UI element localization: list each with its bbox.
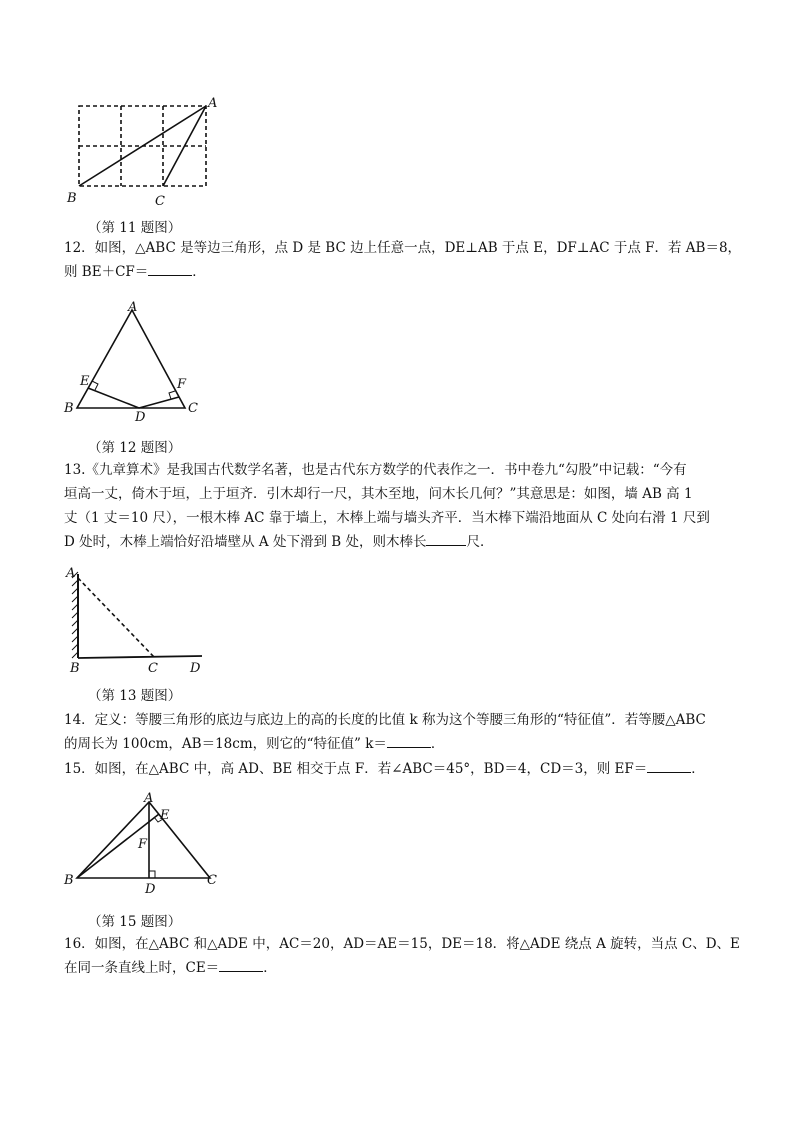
caption-fig-15: （第 15 题图） [88, 914, 182, 930]
q14-line-2-end: ． [430, 736, 445, 752]
label-e: E [160, 808, 170, 823]
right-angle-marks [92, 381, 175, 399]
label-d: D [135, 410, 146, 422]
q13-line-4-end: 尺． [466, 534, 494, 550]
figure-15 [60, 790, 225, 902]
label-b: B [64, 401, 74, 416]
label-b: B [67, 191, 77, 206]
q12-line-2 [64, 260, 734, 284]
q16-line-1: 16．如图，在△ABC 和△ADE 中，AC＝20，AD＝AE＝15，DE＝18．将△ADE 绕点 A 旋转，当点 C、D、E [64, 936, 740, 952]
q15-line-1-text: 15．如图，在△ABC 中，高 AD、BE 相交于点 F．若∠ABC＝45°，BD＝4，CD＝3，则 EF＝ [64, 761, 648, 777]
q13-line-3: 丈（1 丈＝10 尺），一根木棒 AC 靠于墙上，木棒上端与墙头齐平．当木棒下端沿地面从 C 处向右滑 1 尺到 [64, 510, 710, 526]
label-c: C [188, 401, 198, 416]
label-b: B [70, 661, 80, 676]
label-c: C [155, 194, 165, 209]
q15-line-1 [64, 757, 734, 781]
q12-line-2-end: ． [192, 264, 206, 280]
answer-blank-12[interactable] [148, 275, 192, 276]
q16-line-2-end: ． [263, 960, 277, 976]
right-angle-marks [149, 817, 163, 878]
figure-13 [60, 564, 220, 676]
q12-line-2-text: 则 BE＋CF＝ [64, 264, 149, 280]
answer-blank-13[interactable] [426, 545, 466, 546]
answer-blank-15[interactable] [647, 772, 691, 773]
q14-line-2 [64, 732, 734, 756]
stick-ac-dashed [78, 578, 154, 657]
caption-fig-11: （第 11 题图） [88, 220, 182, 236]
q13-line-4-text: D 处时，木棒上端恰好沿墙壁从 A 处下滑到 B 处，则木棒长 [64, 534, 427, 550]
label-a: A [144, 791, 154, 806]
answer-blank-14[interactable] [387, 747, 431, 748]
q14-line-2-text: 的周长为 100cm，AB＝18cm，则它的“特征值” k＝ [64, 736, 387, 752]
question-16 [64, 932, 740, 980]
label-d: D [190, 661, 201, 676]
ground-line [78, 656, 202, 658]
q15-line-1-end: ． [691, 761, 705, 777]
label-a: A [208, 96, 218, 111]
label-a: A [128, 300, 138, 315]
question-15 [64, 757, 734, 781]
question-14 [64, 708, 734, 756]
label-e: E [80, 374, 90, 389]
label-f: F [138, 837, 148, 852]
question-13 [64, 458, 734, 554]
figure-11 [62, 96, 232, 214]
label-b: B [64, 873, 74, 888]
q14-line-1: 14．定义：等腰三角形的底边与底边上的高的长度的比值 k 称为这个等腰三角形的“特征值”．若等腰△ABC [64, 712, 706, 728]
question-12 [64, 236, 742, 284]
figure-12 [60, 298, 210, 422]
label-d: D [145, 882, 156, 897]
label-c: C [148, 661, 158, 676]
caption-fig-12: （第 12 题图） [88, 440, 182, 456]
q13-line-2: 垣高一丈，倚木于垣，上于垣齐．引木却行一尺，其木至地，问木长几何？”其意思是：如图，墙 AB 高 1 [64, 486, 693, 502]
caption-fig-13: （第 13 题图） [88, 688, 182, 704]
q13-line-4 [64, 530, 734, 554]
label-c: C [207, 873, 217, 888]
q12-line-1: 12．如图，△ABC 是等边三角形，点 D 是 BC 边上任意一点，DE⊥AB 于点 E，DF⊥AC 于点 F．若 AB＝8， [64, 240, 742, 256]
q16-line-2 [64, 956, 734, 980]
label-a: A [66, 566, 76, 581]
q16-line-2-text: 在同一条直线上时，CE＝ [64, 960, 220, 976]
q13-line-1: 13.《九章算术》是我国古代数学名著，也是古代东方数学的代表作之一．书中卷九“勾股”中记载：“今有 [64, 462, 687, 478]
label-f: F [177, 377, 187, 392]
answer-blank-16[interactable] [219, 971, 263, 972]
